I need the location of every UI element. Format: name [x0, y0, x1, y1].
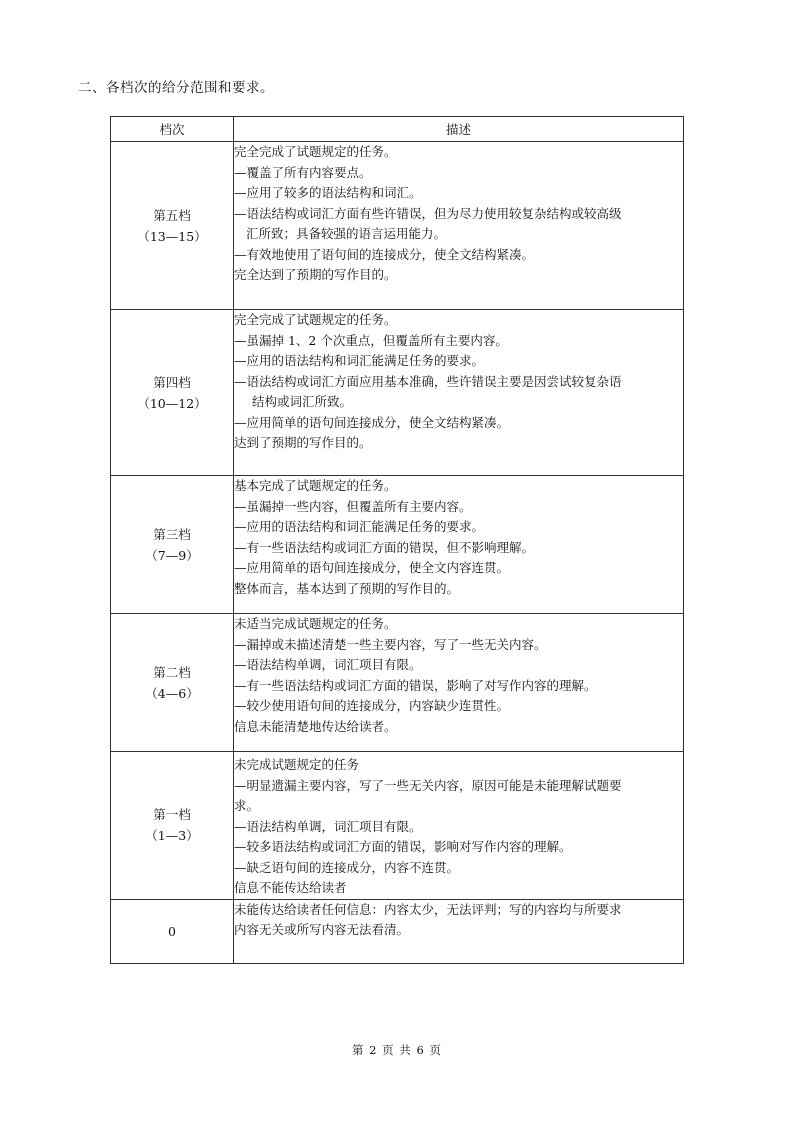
level-range: （4—6）: [145, 685, 199, 701]
description-line: 整体而言，基本达到了预期的写作目的。: [234, 580, 460, 596]
section-title: 二、各档次的给分范围和要求。: [78, 80, 274, 96]
level-range: （1—3）: [145, 828, 199, 844]
description-line: —应用简单的语句间连接成分，使全文内容连贯。: [234, 560, 510, 575]
level-name: 0: [168, 923, 176, 939]
description-line: 信息未能清楚地传达给读者。: [234, 718, 397, 734]
description-line: —虽漏掉 1、2 个次重点，但覆盖所有主要内容。: [234, 332, 508, 348]
level-name: 第三档: [153, 526, 191, 542]
level-name: 第二档: [153, 664, 191, 680]
description-line: 结构或词汇所致。: [252, 394, 353, 409]
description-line: —应用的语法结构和词汇能满足任务的要求。: [234, 519, 485, 534]
level-cell: [111, 899, 234, 963]
level-cell: [111, 752, 234, 900]
level-cell: [111, 476, 234, 614]
description-cell: [234, 476, 684, 614]
description-line: —漏掉或未描述清楚一些主要内容，写了一些无关内容。: [234, 636, 547, 652]
description-line: —语法结构单调，词汇项目有限。: [234, 657, 422, 672]
level-name: 第四档: [153, 374, 191, 390]
description-line: —语法结构或词汇方面应用基本准确，些许错误主要是因尝试较复杂语: [234, 373, 622, 389]
description-line: 基本完成了试题规定的任务。: [234, 478, 397, 493]
description-line: —较少使用语句间的连接成分，内容缺少连贯性。: [234, 698, 510, 713]
description-line: —有效地使用了语句间的连接成分，使全文结构紧凑。: [234, 246, 535, 262]
description-cell: [234, 899, 684, 963]
description-cell: [234, 142, 684, 310]
table-row: [111, 752, 684, 900]
level-range: （10—12）: [137, 395, 207, 411]
description-line: 求。: [234, 798, 260, 813]
table-header-row: [111, 117, 684, 142]
description-line: 汇所致；具备较强的语言运用能力。: [246, 226, 447, 241]
description-line: 内容无关或所写内容无法看清。: [234, 922, 410, 937]
level-cell: [111, 614, 234, 752]
description-line: —有一些语法结构或词汇方面的错误，但不影响理解。: [234, 539, 535, 555]
table-row: [111, 310, 684, 476]
description-line: 未适当完成试题规定的任务。: [234, 616, 397, 631]
level-name: 第五档: [153, 207, 191, 223]
description-line: —语法结构或词汇方面有些许错误，但为尽力使用较复杂结构或较高级: [234, 205, 622, 221]
level-range: （13—15）: [137, 228, 207, 244]
description-line: —有一些语法结构或词汇方面的错误，影响了对写作内容的理解。: [234, 677, 597, 693]
description-line: —应用了较多的语法结构和词汇。: [234, 185, 422, 200]
description-line: —较多语法结构或词汇方面的错误，影响对写作内容的理解。: [234, 839, 572, 854]
description-line: 达到了预期的写作目的。: [234, 435, 372, 450]
description-line: —缺乏语句间的连接成分，内容不连贯。: [234, 859, 460, 875]
level-name: 第一档: [153, 807, 191, 823]
description-line: 完全完成了试题规定的任务。: [234, 312, 397, 327]
description-line: 完全完成了试题规定的任务。: [234, 144, 397, 159]
level-cell: [111, 310, 234, 476]
level-range: （7—9）: [145, 547, 199, 563]
table-row: [111, 142, 684, 310]
description-cell: [234, 752, 684, 900]
description-line: —覆盖了所有内容要点。: [234, 164, 372, 180]
grading-table: [110, 116, 684, 964]
description-line: 未能传达给读者任何信息：内容太少，无法评判；写的内容均与所要求: [234, 901, 622, 917]
description-line: —明显遗漏主要内容，写了一些无关内容，原因可能是未能理解试题要: [234, 777, 622, 793]
level-cell: [111, 142, 234, 310]
table-row: [111, 899, 684, 963]
page-number: 第 2 页 共 6 页: [352, 1043, 442, 1057]
description-line: —应用简单的语句间连接成分，使全文结构紧凑。: [234, 414, 510, 430]
description-line: 信息不能传达给读者: [234, 880, 347, 895]
description-line: —语法结构单调，词汇项目有限。: [234, 818, 422, 834]
table-row: [111, 476, 684, 614]
description-cell: [234, 310, 684, 476]
header-level: 档次: [111, 117, 234, 142]
description-line: —虽漏掉一些内容，但覆盖所有主要内容。: [234, 498, 472, 514]
header-description: 描述: [234, 117, 684, 142]
description-cell: [234, 614, 684, 752]
table-row: [111, 614, 684, 752]
description-line: 未完成试题规定的任务: [234, 757, 360, 772]
description-line: 完全达到了预期的写作目的。: [234, 267, 397, 282]
description-line: —应用的语法结构和词汇能满足任务的要求。: [234, 353, 485, 368]
